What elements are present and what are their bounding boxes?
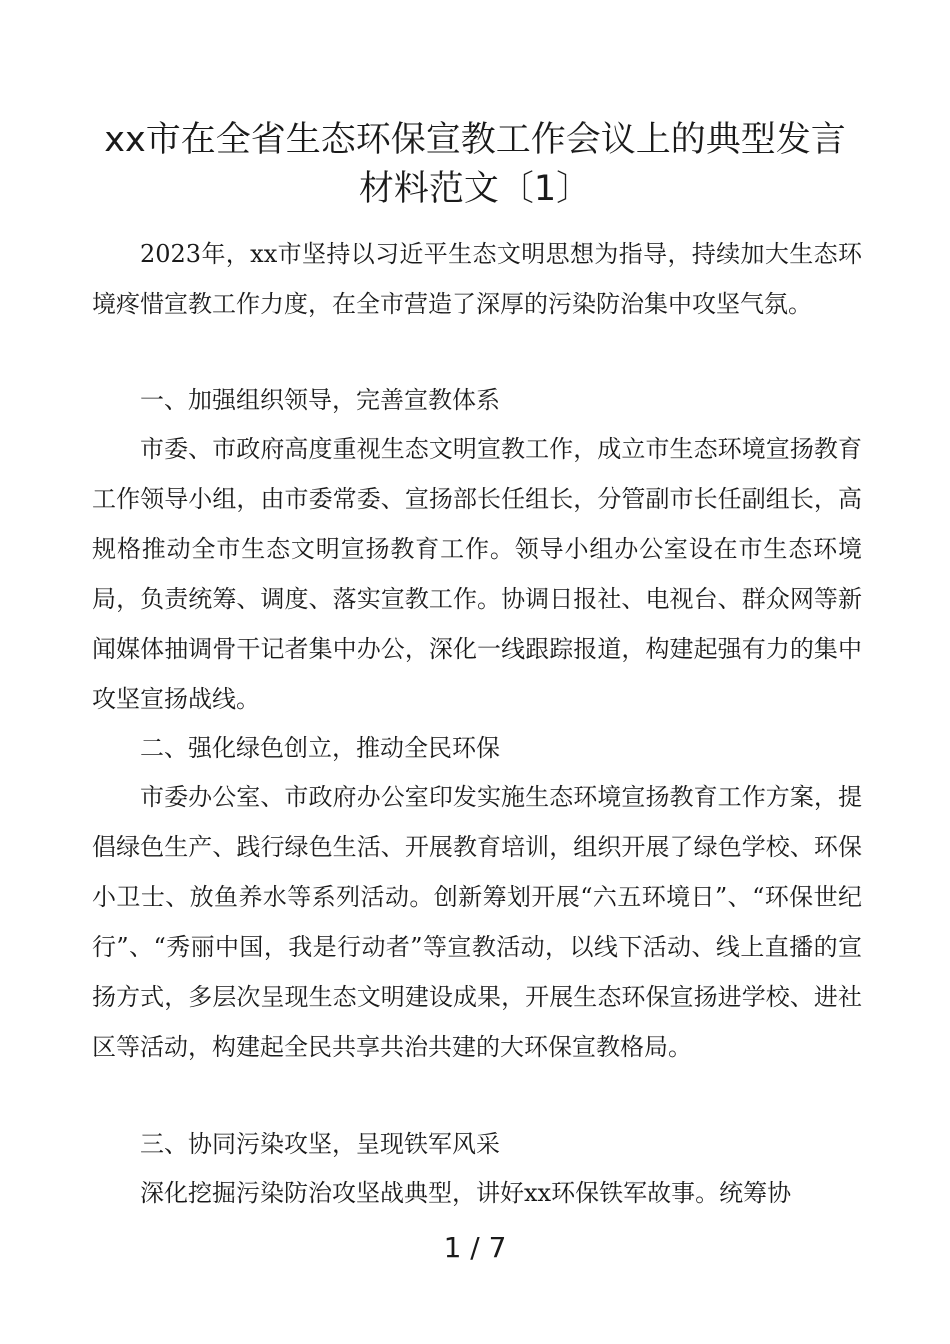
section-body-1: 市委、市政府高度重视生态文明宣教工作，成立市生态环境宣扬教育工作领导小组，由市委常委、宣扬部长任组长，分管副市长任副组长，高规格推动全市生态文明宣扬教育工作。领导小组办公室设在市生态环境局，负责统筹、调度、落实宣教工作。协调日报社、电视台、群众网等新闻媒体抽调骨干记者集中办公，深化一线跟踪报道，构建起强有力的集中攻坚宣扬战线。 [92, 435, 862, 713]
section-heading-3: 三、协同污染攻坚，呈现铁军风采 [140, 1130, 500, 1158]
document-title-line-1: xx市在全省生态环保宣教工作会议上的典型发言 [104, 120, 846, 160]
intro-paragraph: 2023年，xx市坚持以习近平生态文明思想为指导，持续加大生态环境疼惜宣教工作力度，在全市营造了深厚的污染防治集中攻坚气氛。 [92, 240, 862, 318]
section-heading-1: 一、加强组织领导，完善宣教体系 [140, 386, 500, 414]
document-title-line-2: 材料范文〔1〕 [358, 169, 592, 209]
section-heading-2: 二、强化绿色创立，推动全民环保 [140, 734, 500, 762]
page-indicator: 1 / 7 [443, 1231, 507, 1264]
section-body-3: 深化挖掘污染防治攻坚战典型，讲好xx环保铁军故事。统筹协 [140, 1179, 792, 1207]
section-body-2: 市委办公室、市政府办公室印发实施生态环境宣扬教育工作方案，提倡绿色生产、践行绿色生活、开展教育培训，组织开展了绿色学校、环保小卫士、放鱼养水等系列活动。创新筹划开展“六五环境日”、“环保世纪行”、“秀丽中国，我是行动者”等宣教活动，以线下活动、线上直播的宣扬方式，多层次呈现生态文明建设成果，开展生态环保宣扬进学校、进社区等活动，构建起全民共享共治共建的大环保宣教格局。 [92, 783, 862, 1061]
